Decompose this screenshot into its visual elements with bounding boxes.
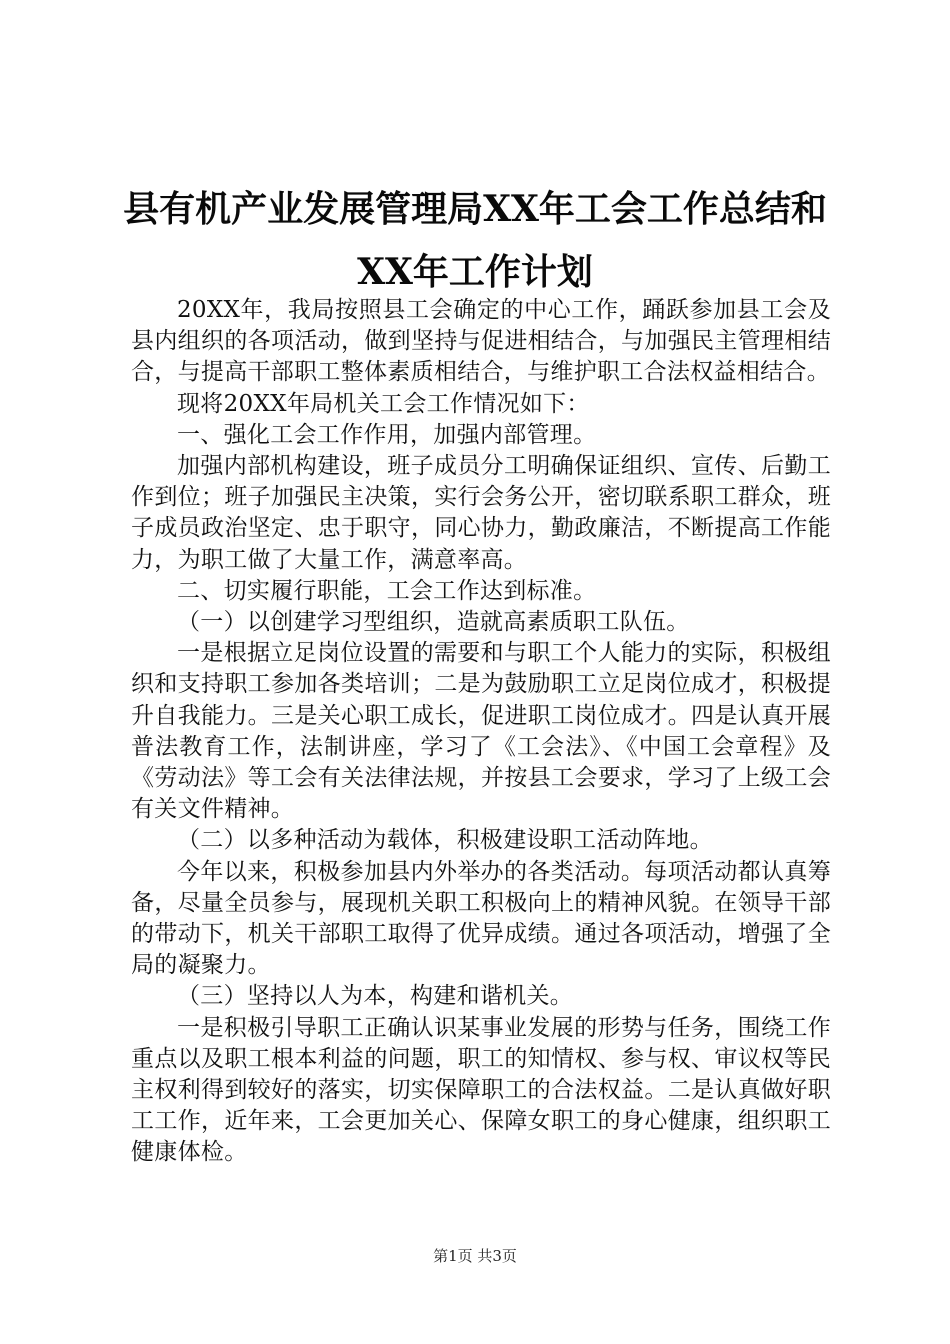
document-title-line-1: 县有机产业发展管理局XX年工会工作总结和 [123,188,827,230]
paragraph: 20XX年，我局按照县工会确定的中心工作，踊跃参加县工会及县内组织的各项活动，做到坚持与促进相结合，与加强民主管理相结合，与提高干部职工整体素质相结合，与维护职工合法权益相结合。 [131,297,831,386]
document-body [131,295,831,1169]
section-heading: 一、强化工会工作作用，加强内部管理。 [177,421,597,448]
subsection-heading: （三）坚持以人为本，构建和谐机关。 [177,983,574,1010]
section-heading: 二、切实履行职能，工会工作达到标准。 [177,577,597,604]
paragraph: 一是积极引导职工正确认识某事业发展的形势与任务，围绕工作重点以及职工根本利益的问题，职工的知情权、参与权、审议权等民主权利得到较好的落实，切实保障职工的合法权益。二是认真做好职工工作，近年来，工会更加关心、保障女职工的身心健康，组织职工健康体检。 [131,1014,831,1166]
page-number-footer: 第1页 共3页 [433,1247,517,1265]
paragraph: 现将20XX年局机关工会工作情况如下： [177,390,590,417]
paragraph: 加强内部机构建设，班子成员分工明确保证组织、宣传、后勤工作到位；班子加强民主决策，实行会务公开，密切联系职工群众，班子成员政治坚定、忠于职守，同心协力，勤政廉洁，不断提高工作能力，为职工做了大量工作，满意率高。 [131,453,831,573]
paragraph: 今年以来，积极参加县内外举办的各类活动。每项活动都认真筹备，尽量全员参与，展现机关职工积极向上的精神风貌。在领导干部的带动下，机关干部职工取得了优异成绩。通过各项活动，增强了全局的凝聚力。 [131,858,831,979]
subsection-heading: （一）以创建学习型组织，造就高素质职工队伍。 [177,609,690,636]
subsection-heading: （二）以多种活动为载体，积极建设职工活动阵地。 [177,827,713,854]
paragraph: 一是根据立足岗位设置的需要和与职工个人能力的实际，积极组织和支持职工参加各类培训；二是为鼓励职工立足岗位成才，积极提升自我能力。三是关心职工成长，促进职工岗位成才。四是认真开展普法教育工作，法制讲座，学习了《工会法》、《中国工会章程》及《劳动法》等工会有关法律法规，并按县工会要求，学习了上级工会有关文件精神。 [131,640,831,823]
document-title-line-2: XX年工作计划 [357,251,593,293]
